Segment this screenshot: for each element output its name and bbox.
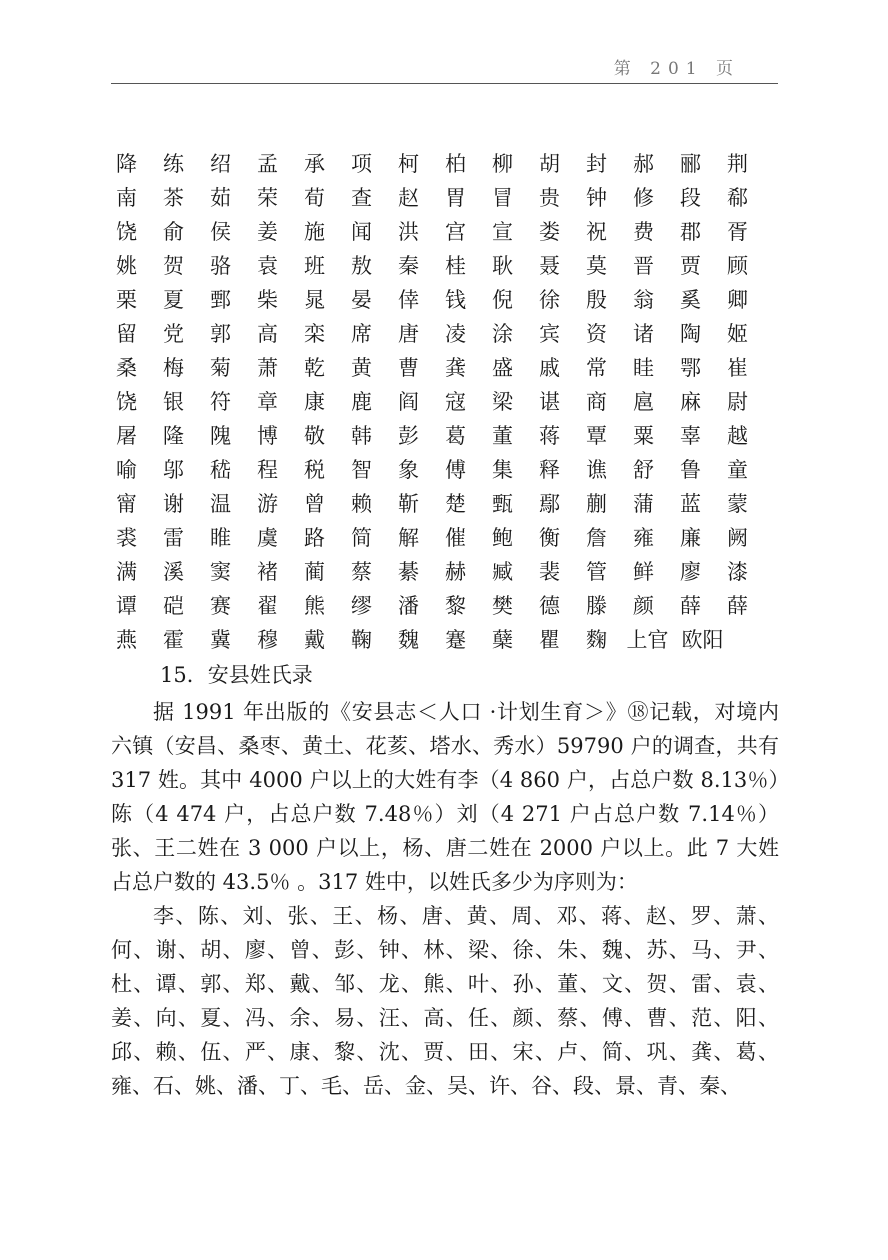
surname-cell: 钟 [586, 186, 607, 210]
surname-cell: 翁 [633, 288, 654, 312]
surname-cell: 南 [116, 186, 137, 210]
paragraph-surname-order: 李、陈、刘、张、王、杨、唐、黄、周、邓、蒋、赵、罗、萧、何、谢、胡、廖、曾、彭、钟、林、梁、徐、朱、魏、苏、马、尹、杜、谭、郭、郑、戴、邹、龙、熊、叶、孙、董、文、贺、雷、袁、姜、向、夏、冯、余、易、汪、高、任、颜、蔡、傅、曹、范、阳、邱、赖、伍、严、康、黎、沈、贾、田、宋、卢、简、巩、龚、葛、雍、石、姚、潘、丁、毛、岳、金、吴、许、谷、段、景、青、秦、 [111, 904, 779, 1098]
surname-cell: 蓝 [680, 492, 701, 516]
surname-cell: 綦 [398, 560, 419, 584]
surname-cell: 虞 [257, 526, 278, 550]
surname-cell: 桂 [445, 254, 466, 278]
surname-cell: 廉 [680, 526, 701, 550]
surname-cell: 霍 [163, 628, 184, 652]
surname-cell: 潘 [398, 594, 419, 618]
surname-cell: 晏 [351, 288, 372, 312]
surname-cell: 凌 [445, 322, 466, 346]
surname-cell: 曹 [398, 356, 419, 380]
surname-cell: 修 [633, 186, 654, 210]
page-header [111, 50, 778, 84]
surname-cell: 查 [351, 186, 372, 210]
surname-cell: 常 [586, 356, 607, 380]
surname-cell: 梁 [492, 390, 513, 414]
surname-cell: 陶 [680, 322, 701, 346]
surname-cell: 柳 [492, 152, 513, 176]
surname-cell: 费 [633, 220, 654, 244]
surname-cell: 上官 [626, 628, 669, 652]
surname-cell: 蔺 [304, 560, 325, 584]
surname-cell: 秦 [398, 254, 419, 278]
surname-cell: 颜 [633, 594, 654, 618]
page-number: 第 201 页 [613, 59, 740, 79]
surname-cell: 屠 [116, 424, 137, 448]
surname-cell: 尉 [727, 390, 748, 414]
surname-cell: 胡 [539, 152, 560, 176]
surname-cell: 茹 [210, 186, 231, 210]
surname-cell: 栾 [304, 322, 325, 346]
surname-cell: 缪 [351, 594, 372, 618]
surname-cell: 靳 [398, 492, 419, 516]
surname-cell: 甄 [492, 492, 513, 516]
surname-cell: 彭 [398, 424, 419, 448]
surname-cell: 戚 [539, 356, 560, 380]
surname-cell: 章 [257, 390, 278, 414]
surname-cell: 商 [586, 390, 607, 414]
surname-cell: 荀 [304, 186, 325, 210]
surname-cell: 荣 [257, 186, 278, 210]
surname-row [103, 317, 773, 351]
surname-cell: 崔 [727, 356, 748, 380]
surname-cell: 贾 [680, 254, 701, 278]
surname-cell: 滕 [586, 594, 607, 618]
surname-cell: 熊 [304, 594, 325, 618]
surname-cell: 涂 [492, 322, 513, 346]
surname-cell: 智 [351, 458, 372, 482]
surname-row [103, 147, 773, 181]
surname-cell: 薛 [680, 594, 701, 618]
surname-cell: 施 [304, 220, 325, 244]
surname-cell: 奚 [680, 288, 701, 312]
surname-cell: 魏 [398, 628, 419, 652]
surname-cell: 卿 [727, 288, 748, 312]
surname-cell: 姚 [116, 254, 137, 278]
surname-cell: 麻 [680, 390, 701, 414]
surname-cell: 鄂 [680, 356, 701, 380]
surname-cell: 管 [586, 560, 607, 584]
surname-cell: 祝 [586, 220, 607, 244]
surname-cell: 鲜 [633, 560, 654, 584]
surname-cell: 翟 [257, 594, 278, 618]
surname-cell: 谭 [116, 594, 137, 618]
surname-cell: 傅 [445, 458, 466, 482]
surname-cell: 覃 [586, 424, 607, 448]
surname-cell: 冀 [210, 628, 231, 652]
surname-cell: 舒 [633, 458, 654, 482]
surname-cell: 满 [116, 560, 137, 584]
surname-cell: 欧阳 [681, 628, 724, 652]
surname-grid [103, 147, 773, 657]
surname-cell: 冒 [492, 186, 513, 210]
surname-cell: 袁 [257, 254, 278, 278]
surname-cell: 路 [304, 526, 325, 550]
surname-cell: 菊 [210, 356, 231, 380]
surname-cell: 宫 [445, 220, 466, 244]
surname-cell: 康 [304, 390, 325, 414]
surname-cell: 柴 [257, 288, 278, 312]
surname-cell: 降 [116, 152, 137, 176]
surname-cell: 葛 [445, 424, 466, 448]
surname-cell: 廖 [680, 560, 701, 584]
surname-cell: 温 [210, 492, 231, 516]
surname-cell: 贺 [163, 254, 184, 278]
surname-cell: 晁 [304, 288, 325, 312]
surname-cell: 夏 [163, 288, 184, 312]
surname-cell: 蔡 [351, 560, 372, 584]
surname-cell: 瞿 [539, 628, 560, 652]
surname-cell: 释 [539, 458, 560, 482]
surname-cell: 隗 [210, 424, 231, 448]
surname-cell: 俞 [163, 220, 184, 244]
surname-cell: 宣 [492, 220, 513, 244]
surname-cell: 留 [116, 322, 137, 346]
surname-cell: 侯 [210, 220, 231, 244]
surname-cell: 高 [257, 322, 278, 346]
surname-cell: 麴 [586, 628, 607, 652]
surname-cell: 韩 [351, 424, 372, 448]
surname-cell: 洪 [398, 220, 419, 244]
surname-cell: 骆 [210, 254, 231, 278]
surname-cell: 雷 [163, 526, 184, 550]
surname-cell: 蘖 [492, 628, 513, 652]
surname-cell: 饶 [116, 220, 137, 244]
paragraph-anxian-summary: 据 1991 年出版的《安县志＜人口 ·计划生育＞》⑱记载，对境内六镇（安昌、桑枣、黄土、花荄、塔水、秀水）59790 户的调查，共有 317 姓。其中 4000 户以上的大姓有李（4 860 户，占总户数 8.13％）陈（4 474 户，占总户数 7.48％）刘（4 271 户占总户数 7.14％）张、王二姓在 3 000 户以上，杨、唐二姓在 2000 户以上。此 7 大姓占总户数的 43.5％ 。317 姓中，以姓氏多少为序则为： [111, 700, 779, 894]
surname-cell: 眭 [633, 356, 654, 380]
surname-cell: 睢 [210, 526, 231, 550]
surname-cell: 赫 [445, 560, 466, 584]
surname-cell: 薛 [727, 594, 748, 618]
surname-cell: 银 [163, 390, 184, 414]
surname-cell: 盛 [492, 356, 513, 380]
surname-cell: 段 [680, 186, 701, 210]
surname-cell: 殷 [586, 288, 607, 312]
surname-cell: 象 [398, 458, 419, 482]
surname-cell: 甯 [116, 492, 137, 516]
surname-cell: 隆 [163, 424, 184, 448]
surname-cell: 郦 [680, 152, 701, 176]
surname-cell: 简 [351, 526, 372, 550]
surname-cell: 游 [257, 492, 278, 516]
surname-cell: 鄄 [210, 288, 231, 312]
surname-row [103, 351, 773, 385]
surname-cell: 郭 [210, 322, 231, 346]
surname-row [103, 453, 773, 487]
surname-cell: 邬 [163, 458, 184, 482]
surname-cell: 徐 [539, 288, 560, 312]
surname-cell: 催 [445, 526, 466, 550]
surname-cell: 戴 [304, 628, 325, 652]
surname-cell: 姜 [257, 220, 278, 244]
surname-cell: 雍 [633, 526, 654, 550]
surname-cell: 胃 [445, 186, 466, 210]
surname-cell: 桑 [116, 356, 137, 380]
surname-cell: 晋 [633, 254, 654, 278]
surname-cell: 阎 [398, 390, 419, 414]
surname-row [103, 487, 773, 521]
section-title: 15．安县姓氏录 [160, 663, 313, 687]
surname-cell: 赖 [351, 492, 372, 516]
surname-cell: 萧 [257, 356, 278, 380]
surname-cell: 饶 [116, 390, 137, 414]
surname-cell: 项 [351, 152, 372, 176]
surname-cell: 蹇 [445, 628, 466, 652]
surname-cell: 聂 [539, 254, 560, 278]
surname-cell: 郗 [727, 186, 748, 210]
surname-cell: 谌 [539, 390, 560, 414]
surname-cell: 乾 [304, 356, 325, 380]
surname-cell: 梅 [163, 356, 184, 380]
surname-cell: 顾 [727, 254, 748, 278]
surname-row [103, 215, 773, 249]
surname-cell: 鲁 [680, 458, 701, 482]
surname-cell: 莫 [586, 254, 607, 278]
surname-cell: 宾 [539, 322, 560, 346]
surname-row [103, 623, 773, 657]
surname-cell: 柯 [398, 152, 419, 176]
surname-cell: 褚 [257, 560, 278, 584]
surname-cell: 班 [304, 254, 325, 278]
surname-cell: 集 [492, 458, 513, 482]
surname-cell: 承 [304, 152, 325, 176]
surname-cell: 衡 [539, 526, 560, 550]
surname-cell: 敬 [304, 424, 325, 448]
surname-cell: 裘 [116, 526, 137, 550]
surname-cell: 姬 [727, 322, 748, 346]
surname-cell: 党 [163, 322, 184, 346]
surname-cell: 诸 [633, 322, 654, 346]
surname-cell: 钱 [445, 288, 466, 312]
surname-cell: 曾 [304, 492, 325, 516]
surname-cell: 谯 [586, 458, 607, 482]
surname-cell: 练 [163, 152, 184, 176]
surname-row [103, 419, 773, 453]
surname-cell: 耿 [492, 254, 513, 278]
surname-cell: 税 [304, 458, 325, 482]
surname-row [103, 249, 773, 283]
surname-cell: 穆 [257, 628, 278, 652]
surname-cell: 倖 [398, 288, 419, 312]
surname-cell: 解 [398, 526, 419, 550]
surname-cell: 裴 [539, 560, 560, 584]
surname-cell: 鹿 [351, 390, 372, 414]
surname-row [103, 555, 773, 589]
surname-cell: 闻 [351, 220, 372, 244]
surname-row [103, 283, 773, 317]
surname-cell: 燕 [116, 628, 137, 652]
surname-cell: 赵 [398, 186, 419, 210]
surname-cell: 郝 [633, 152, 654, 176]
surname-cell: 赛 [210, 594, 231, 618]
surname-cell: 喻 [116, 458, 137, 482]
surname-row [103, 589, 773, 623]
surname-row [103, 385, 773, 419]
surname-cell: 胥 [727, 220, 748, 244]
surname-cell: 符 [210, 390, 231, 414]
surname-cell: 绍 [210, 152, 231, 176]
surname-cell: 阙 [727, 526, 748, 550]
surname-cell: 荆 [727, 152, 748, 176]
surname-cell: 黎 [445, 594, 466, 618]
surname-cell: 溪 [163, 560, 184, 584]
surname-row [103, 181, 773, 215]
surname-cell: 嵇 [210, 458, 231, 482]
surname-cell: 倪 [492, 288, 513, 312]
surname-cell: 蒯 [586, 492, 607, 516]
surname-cell: 楚 [445, 492, 466, 516]
surname-cell: 郡 [680, 220, 701, 244]
surname-cell: 辜 [680, 424, 701, 448]
surname-cell: 唐 [398, 322, 419, 346]
surname-cell: 栗 [116, 288, 137, 312]
surname-cell: 董 [492, 424, 513, 448]
surname-cell: 漆 [727, 560, 748, 584]
surname-cell: 封 [586, 152, 607, 176]
surname-cell: 资 [586, 322, 607, 346]
surname-cell: 鞠 [351, 628, 372, 652]
surname-cell: 博 [257, 424, 278, 448]
surname-cell: 硙 [163, 594, 184, 618]
surname-cell: 蒋 [539, 424, 560, 448]
surname-cell: 贵 [539, 186, 560, 210]
surname-row [103, 521, 773, 555]
surname-cell: 蒙 [727, 492, 748, 516]
surname-cell: 茶 [163, 186, 184, 210]
surname-cell: 童 [727, 458, 748, 482]
surname-cell: 谢 [163, 492, 184, 516]
surname-cell: 程 [257, 458, 278, 482]
surname-cell: 越 [727, 424, 748, 448]
surname-cell: 黄 [351, 356, 372, 380]
surname-cell: 詹 [586, 526, 607, 550]
surname-cell: 樊 [492, 594, 513, 618]
surname-cell: 粟 [633, 424, 654, 448]
surname-cell: 鲍 [492, 526, 513, 550]
surname-cell: 鄢 [539, 492, 560, 516]
surname-cell: 龚 [445, 356, 466, 380]
surname-cell: 席 [351, 322, 372, 346]
surname-cell: 寇 [445, 390, 466, 414]
surname-cell: 敖 [351, 254, 372, 278]
surname-cell: 柏 [445, 152, 466, 176]
surname-cell: 娄 [539, 220, 560, 244]
surname-cell: 扈 [633, 390, 654, 414]
surname-cell: 孟 [257, 152, 278, 176]
surname-cell: 窦 [210, 560, 231, 584]
surname-cell: 臧 [492, 560, 513, 584]
surname-cell: 蒲 [633, 492, 654, 516]
surname-cell: 德 [539, 594, 560, 618]
